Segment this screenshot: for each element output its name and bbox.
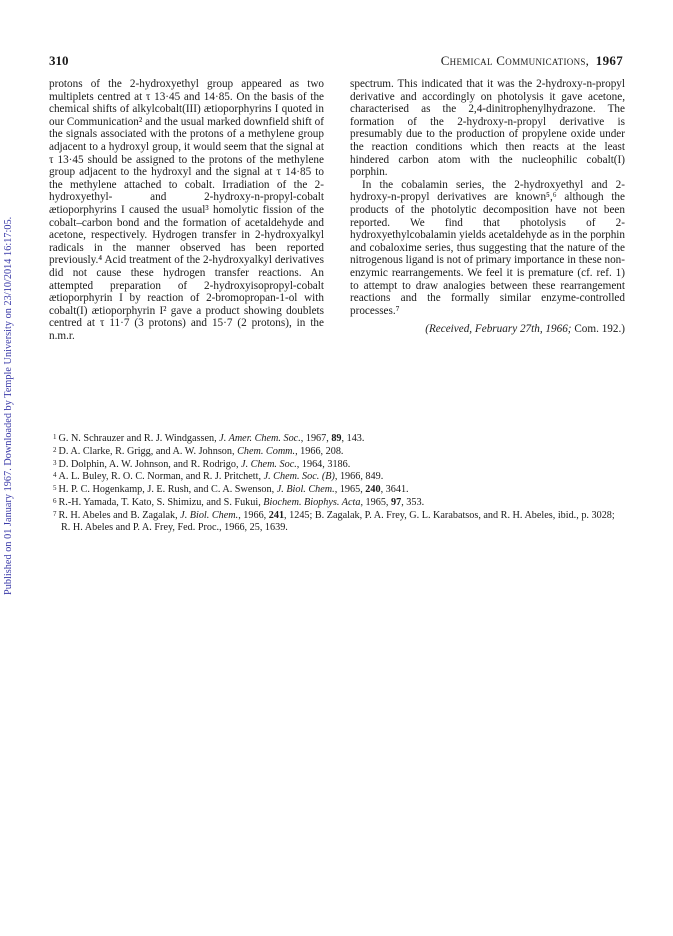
right-paragraph-2: In the cobalamin series, the 2-hydroxyethyl and 2-hydroxy-n-propyl derivatives are known⁵,⁶ although the products of the photolytic decomposition have not been reported. We find that photolysis of 2-hydroxyethylcobalamin yields acetaldehyde as in the porphin and cobaloxime series, thus suggesting that the nature of the nitrogenous ligand is not of primary importance in these non-enzymic rearrangements. We feel it is premature (cf. ref. 1) to attempt to draw analogies between these rearrangement reactions and the formally similar enzyme-controlled processes.⁷ xyxy=(350,178,625,317)
reference-mid: , 1967, xyxy=(300,433,332,444)
reference-n: 7 xyxy=(53,509,57,518)
reference-journal: J. Chem. Soc. xyxy=(241,458,297,470)
reference-pre: D. Dolphin, A. W. Johnson, and R. Rodrigo, xyxy=(58,458,242,470)
reference-pre: R. H. Abeles and B. Zagalak, xyxy=(58,509,181,521)
reference-post: , 353. xyxy=(401,496,425,508)
running-head xyxy=(441,53,623,69)
reference-journal: Biochem. Biophys. Acta xyxy=(263,496,361,508)
reference-pre: R.-H. Yamada, T. Kato, S. Shimizu, and S. Fukui, xyxy=(58,496,264,508)
reference-mid: , 1966, xyxy=(238,509,269,521)
reference-vol: 97 xyxy=(391,496,402,508)
reference-pre: A. L. Buley, R. O. C. Norman, and R. J. Pritchett, xyxy=(58,471,264,483)
page-number: 310 xyxy=(49,53,69,68)
reference-journal: J. Biol. Chem. xyxy=(180,509,239,521)
received-date: (Received, February 27th, 1966; xyxy=(425,323,572,336)
reference-item xyxy=(49,470,625,483)
reference-journal: J. Chem. Soc. (B) xyxy=(263,471,335,483)
reference-post: , 3641. xyxy=(380,484,409,496)
reference-n: 1 xyxy=(53,433,57,441)
reference-item xyxy=(49,483,625,496)
left-column xyxy=(49,78,324,342)
reference-n: 6 xyxy=(53,496,57,505)
reference-item xyxy=(49,432,625,445)
reference-vol: 240 xyxy=(365,484,381,496)
communication-number: Com. 192.) xyxy=(574,323,625,336)
reference-pre: G. N. Schrauzer and R. J. Windgassen, xyxy=(58,433,220,444)
reference-mid: , 1964, 3186. xyxy=(296,458,351,470)
reference-item xyxy=(49,458,625,471)
reference-n: 2 xyxy=(53,445,57,454)
reference-journal: Chem. Comm. xyxy=(237,445,296,457)
reference-n: 5 xyxy=(53,484,57,493)
reference-vol: 89 xyxy=(331,433,342,444)
reference-journal: J. Amer. Chem. Soc. xyxy=(219,433,301,444)
reference-mid: , 1965, xyxy=(334,484,366,496)
reference-post: , 143. xyxy=(341,433,365,444)
reference-item xyxy=(49,496,625,509)
references xyxy=(49,432,625,533)
journal-name: Chemical Communications, xyxy=(440,53,590,68)
received-line xyxy=(350,323,625,336)
journal-year: 1967 xyxy=(595,53,623,68)
reference-vol: 241 xyxy=(268,509,285,521)
reference-item xyxy=(49,509,625,534)
reference-n: 3 xyxy=(53,458,57,467)
left-paragraph: protons of the 2-hydroxyethyl group appeared as two multiplets centred at τ 13·45 and 14·85. On the basis of the chemical shifts of alkylcobalt(III) ætioporphyrins I quoted in our Communication² and the usual marked downfield shift of the signals associated with the protons of a methylene group adjacent to a hydroxyl group, it would seem that the signal at τ 13·45 should be assigned to the protons of the methylene group adjacent to the hydroxyl and the signal at τ 14·85 to the methylene attached to cobalt. Irradiation of the 2-hydroxyethyl- and 2-hydroxy-n-propyl-cobalt ætioporphyrins I caused the usual³ homolytic fission of the cobalt–carbon bond and the formation of acetaldehyde and acetone, respectively. Hydrogen transfer in 2-hydroxyalkyl radicals in the manner observed has been reported previously.⁴ Acid treatment of the 2-hydroxyalkyl derivatives did not cause these hydrogen transfer reactions. An attempted preparation of 2-hydroxyisopropyl-cobalt ætioporphyrin I by reaction of 2-bromopropan-1-ol with cobalt(I) ætioporphyrin I² gave a product showing doublets centred at τ 11·7 (3 protons) and 15·7 (2 protons), in the n.m.r. xyxy=(49,78,324,342)
reference-pre: D. A. Clarke, R. Grigg, and A. W. Johnson, xyxy=(58,445,238,457)
reference-post: , 1245; B. Zagalak, P. A. Frey, G. L. Karabatsos, and R. H. Abeles, ibid., p. 3028; R. H. Abeles and P. A. Frey, Fed. Proc., 1966, 25, 1639. xyxy=(61,509,615,533)
right-column xyxy=(350,78,625,336)
reference-mid: , 1966, 849. xyxy=(334,471,384,483)
reference-item xyxy=(49,445,625,458)
reference-pre: H. P. C. Hogenkamp, J. E. Rush, and C. A. Swenson, xyxy=(58,484,277,496)
reference-mid: , 1965, xyxy=(360,496,391,508)
reference-n: 4 xyxy=(53,471,57,480)
reference-journal: J. Biol. Chem. xyxy=(276,484,335,496)
reference-mid: , 1966, 208. xyxy=(295,445,344,457)
right-paragraph-1: spectrum. This indicated that it was the 2-hydroxy-n-propyl derivative and accordingly on photolysis it gave acetone, characterised as the 2,4-dinitrophenylhydrazone. The formation of the 2-hydroxy-n-propyl derivative is presumably due to the production of propylene oxide under the reaction conditions which then reacts at the least hindered carbon atom with the nucleophilic cobalt(I) porphin. xyxy=(350,78,625,179)
download-stamp: Published on 01 January 1967. Downloaded by Temple University on 23/10/2014 16:17:05. xyxy=(3,216,14,595)
